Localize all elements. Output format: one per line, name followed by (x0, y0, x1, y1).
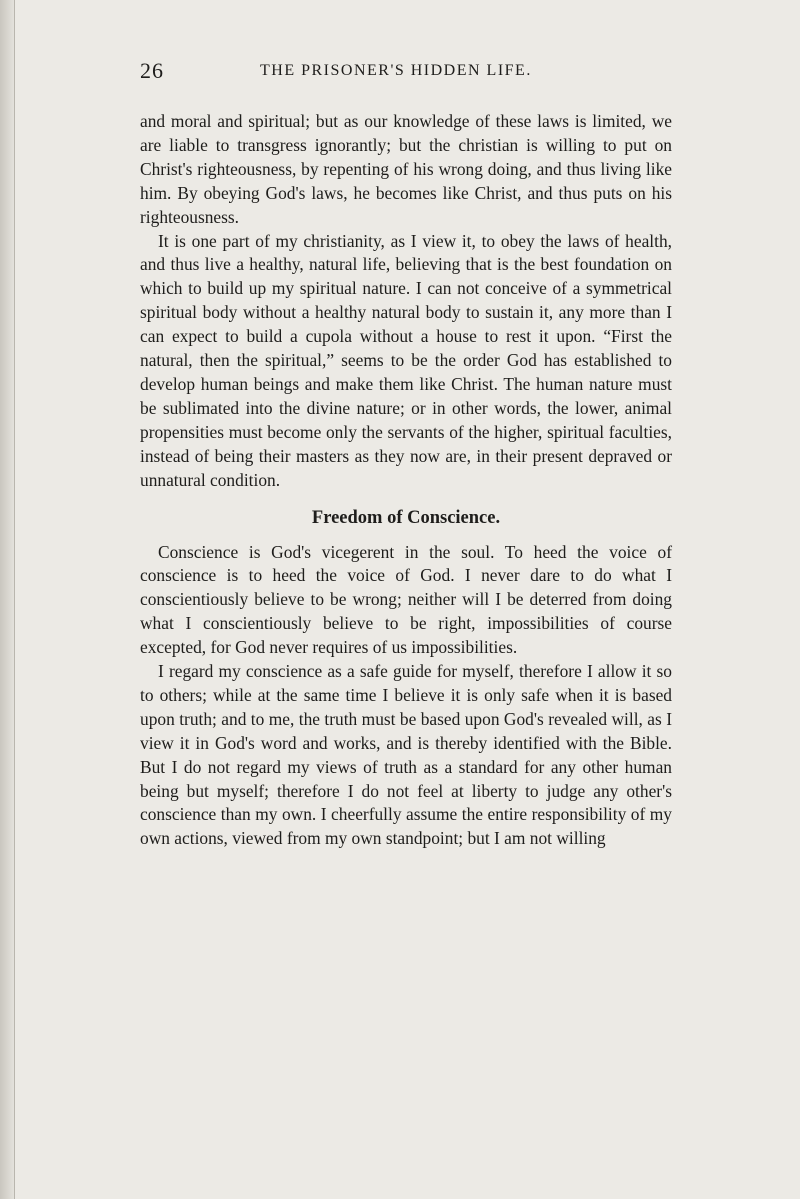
running-head: THE PRISONER'S HIDDEN LIFE. (260, 62, 532, 79)
paragraph-2: It is one part of my christianity, as I view it, to obey the laws of health, and thus live a healthy, natural life, believing that is the best foundation on which to build up my spiritual nature. I can not conceive of a symmetrical spiritual body without a healthy natural body to sustain it, any more than I can expect to build a cupola without a house to rest it upon. “First the natural, then the spiritual,” seems to be the order God has established to develop human beings and make them like Christ. The human nature must be sublimated into the divine nature; or in other words, the lower, animal propensities must become only the servants of the higher, spiritual faculties, instead of being their masters as they now are, in their present depraved or unnatural condition. (140, 230, 672, 490)
section-heading: Freedom of Conscience. (311, 507, 501, 528)
body-text (140, 110, 672, 851)
page-number: 26 (140, 58, 164, 83)
paragraph-1: and moral and spiritual; but as our knowledge of these laws is limited, we are liable to transgress ignorantly; but the christian is willing to put on Christ's righteousness, by repenting of his wrong doing, and thus living like him. By obeying God's laws, he becomes like Christ, and thus puts on his righteousness. (140, 111, 672, 227)
paragraph-4: I regard my conscience as a safe guide for myself, therefore I allow it so to others; while at the same time I believe it is only safe when it is based upon truth; and to me, the truth must be based upon God's revealed will, as I view it in God's word and works, and is thereby identified with the Bible. But I do not regard my views of truth as a standard for any other human being but myself; therefore I do not feel at liberty to judge any other's conscience than my own. I cheerfully assume the entire responsibility of my own actions, viewed from my own standpoint; but I am not willing (140, 661, 672, 849)
paragraph-3: Conscience is God's vicegerent in the soul. To heed the voice of conscience is to heed the voice of God. I never dare to do what I conscientiously believe to be wrong; neither will I be deterred from doing what I conscientiously believe to be right, impossibilities of course excepted, for God never requires of us impossibilities. (140, 541, 672, 658)
page-header (140, 58, 680, 86)
page-gutter (0, 0, 15, 1199)
